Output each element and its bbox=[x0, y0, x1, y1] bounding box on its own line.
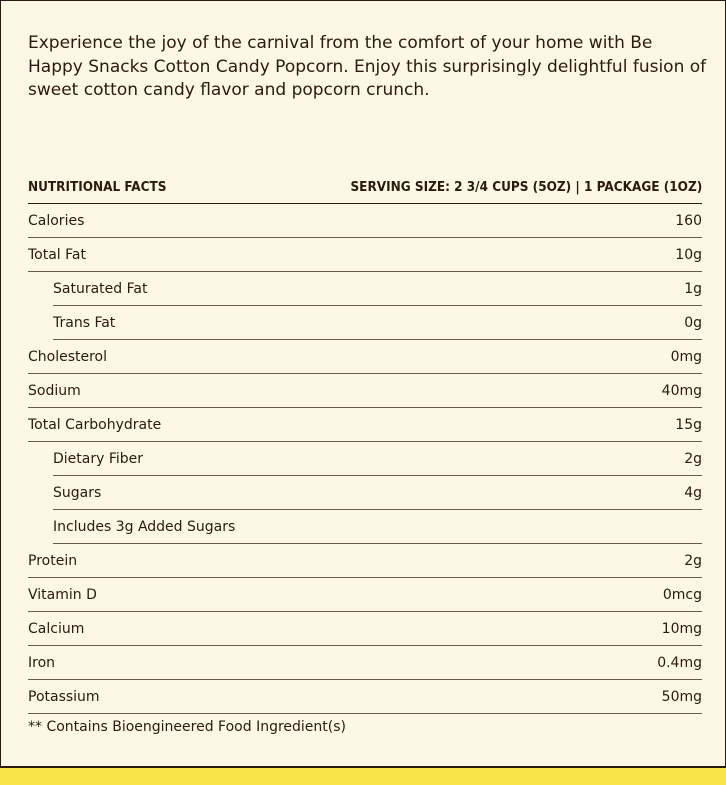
nutrient-label: Trans Fat bbox=[53, 314, 116, 331]
nutrient-value: 10g bbox=[675, 246, 702, 263]
nutrient-value: 10mg bbox=[661, 620, 702, 637]
nutrient-value: 0mg bbox=[670, 348, 702, 365]
nutrient-value: 1g bbox=[684, 280, 702, 297]
serving-size: SERVING SIZE: 2 3/4 CUPS (5OZ) | 1 PACKAGE (1OZ) bbox=[350, 179, 702, 195]
accent-band bbox=[0, 767, 726, 785]
nutrient-label: Sodium bbox=[28, 382, 81, 399]
nutrition-row bbox=[28, 612, 702, 646]
nutrition-row bbox=[28, 680, 702, 714]
nutrient-label: Iron bbox=[28, 654, 56, 671]
nutrition-row bbox=[28, 374, 702, 408]
nutrition-row bbox=[53, 306, 702, 340]
nutrition-row bbox=[53, 510, 702, 544]
nutrition-row bbox=[28, 238, 702, 272]
nutrient-label: Dietary Fiber bbox=[53, 450, 144, 467]
nutrition-facts-table bbox=[28, 171, 702, 714]
nutrient-label: Sugars bbox=[53, 484, 102, 501]
nutrient-value: 0g bbox=[684, 314, 702, 331]
nutrient-label: Cholesterol bbox=[28, 348, 108, 365]
product-description: Experience the joy of the carnival from the comfort of your home with Be Happy Snacks Cotton Candy Popcorn. Enjoy this surprisingly delightful fusion of sweet cotton candy flavor and popcorn crunch. bbox=[28, 33, 707, 100]
nutrition-row bbox=[28, 340, 702, 374]
nutrient-label: Protein bbox=[28, 552, 78, 569]
nutrient-label: Total Carbohydrate bbox=[28, 416, 162, 433]
nutrient-value: 40mg bbox=[661, 382, 702, 399]
nutrient-label: Potassium bbox=[28, 688, 100, 705]
nutrient-value: 0.4mg bbox=[657, 654, 702, 671]
nutrient-value: 50mg bbox=[661, 688, 702, 705]
nutrient-label: Total Fat bbox=[28, 246, 86, 263]
nutrition-row bbox=[28, 544, 702, 578]
nutrition-row bbox=[28, 578, 702, 612]
bioengineered-footnote: ** Contains Bioengineered Food Ingredient(s) bbox=[28, 719, 347, 735]
nutrient-label: Vitamin D bbox=[28, 586, 97, 603]
nutrient-value: 2g bbox=[684, 552, 702, 569]
nutrient-label: Calories bbox=[28, 212, 85, 229]
nutrition-row bbox=[28, 646, 702, 680]
nutrition-row bbox=[28, 408, 702, 442]
nutrient-value: 2g bbox=[684, 450, 702, 467]
nutrient-value: 0mcg bbox=[662, 586, 702, 603]
nutrition-rows bbox=[28, 204, 702, 714]
nutrient-label: Includes 3g Added Sugars bbox=[53, 518, 236, 535]
nutrient-label: Saturated Fat bbox=[53, 280, 148, 297]
nutrient-value: 15g bbox=[675, 416, 702, 433]
nutrition-facts-title: NUTRITIONAL FACTS bbox=[28, 179, 167, 195]
nutrition-row bbox=[53, 476, 702, 510]
nutrient-value: 160 bbox=[675, 212, 702, 229]
nutrition-row bbox=[28, 204, 702, 238]
nutrition-row bbox=[53, 442, 702, 476]
nutrition-facts-header bbox=[28, 171, 702, 204]
nutrition-row bbox=[53, 272, 702, 306]
nutrient-label: Calcium bbox=[28, 620, 85, 637]
nutrient-value: 4g bbox=[684, 484, 702, 501]
